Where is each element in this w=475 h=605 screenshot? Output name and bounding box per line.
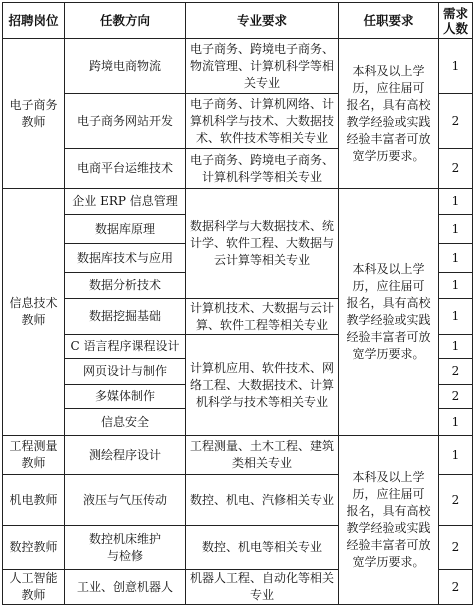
direction-cell: 数据库技术与应用 xyxy=(65,244,186,273)
count-cell: 1 xyxy=(439,335,473,359)
position-cell: 信息技术 教师 xyxy=(3,189,65,436)
recruitment-table xyxy=(2,2,473,605)
count-cell: 2 xyxy=(439,570,473,605)
direction-cell: 数据挖掘基础 xyxy=(65,299,186,335)
major-cell: 数控、机电等相关专业 xyxy=(186,526,339,570)
header-direction: 任教方向 xyxy=(65,3,186,39)
major-cell: 机器人工程、自动化等相关 专业 xyxy=(186,570,339,605)
count-cell: 2 xyxy=(439,526,473,570)
direction-cell: 企业 ERP 信息管理 xyxy=(65,189,186,215)
count-cell: 2 xyxy=(439,94,473,149)
qualification-cell: 本科及以上学 历，应往届可 报名，具有高校 教学经验或实践 经验丰富者可放 宽学历要求。 xyxy=(339,189,439,436)
position-cell: 人工智能 教师 xyxy=(3,570,65,605)
direction-cell: 测绘程序设计 xyxy=(65,436,186,475)
count-cell: 1 xyxy=(439,215,473,244)
position-cell: 机电教师 xyxy=(3,475,65,526)
direction-cell: 工业、创意机器人 xyxy=(65,570,186,605)
table-row xyxy=(3,436,473,475)
qualification-cell: 本科及以上学 历，应往届可 报名，具有高校 教学经验或实践 经验丰富者可放 宽学历要求。 xyxy=(339,39,439,189)
direction-cell: 电子商务网站开发 xyxy=(65,94,186,149)
major-cell: 电子商务、计算机网络、计 算机科学与技术、大数据技 术、软件技术等相关专业 xyxy=(186,94,339,149)
major-cell: 计算机技术、大数据与云计 算、软件工程等相关专业 xyxy=(186,299,339,335)
qualification-cell: 本科及以上学 历，应往届可 报名，具有高校 教学经验或实践 经验丰富者可放 宽学历要求。 xyxy=(339,436,439,605)
count-cell: 1 xyxy=(439,189,473,215)
header-major: 专业要求 xyxy=(186,3,339,39)
direction-cell: 数控机床维护 与检修 xyxy=(65,526,186,570)
count-cell: 2 xyxy=(439,149,473,189)
major-cell: 工程测量、土木工程、建筑 类相关专业 xyxy=(186,436,339,475)
count-cell: 1 xyxy=(439,436,473,475)
header-position: 招聘岗位 xyxy=(3,3,65,39)
direction-cell: 数据分析技术 xyxy=(65,273,186,299)
header-qualification: 任职要求 xyxy=(339,3,439,39)
direction-cell: 信息安全 xyxy=(65,409,186,436)
direction-cell: C 语言程序课程设计 xyxy=(65,335,186,359)
header-row xyxy=(3,3,473,39)
header-count: 需求 人数 xyxy=(439,3,473,39)
direction-cell: 多媒体制作 xyxy=(65,385,186,409)
direction-cell: 数据库原理 xyxy=(65,215,186,244)
direction-cell: 电商平台运维技术 xyxy=(65,149,186,189)
position-cell: 工程测量 教师 xyxy=(3,436,65,475)
direction-cell: 液压与气压传动 xyxy=(65,475,186,526)
count-cell: 1 xyxy=(439,244,473,273)
position-cell: 电子商务 教师 xyxy=(3,39,65,189)
major-cell: 计算机应用、软件技术、网 络工程、大数据技术、计算 机科学与技术等相关专业 xyxy=(186,335,339,436)
major-cell: 数控、机电、汽修相关专业 xyxy=(186,475,339,526)
major-cell: 数据科学与大数据技术、统 计学、软件工程、大数据与 云计算等相关专业 xyxy=(186,189,339,299)
position-cell: 数控教师 xyxy=(3,526,65,570)
count-cell: 1 xyxy=(439,409,473,436)
major-cell: 电子商务、跨境电子商务、 物流管理、计算机科学等相 关专业 xyxy=(186,39,339,94)
count-cell: 1 xyxy=(439,273,473,299)
major-cell: 电子商务、跨境电子商务、 计算机科学等相关专业 xyxy=(186,149,339,189)
direction-cell: 网页设计与制作 xyxy=(65,359,186,385)
count-cell: 2 xyxy=(439,475,473,526)
table-row xyxy=(3,39,473,94)
table-row xyxy=(3,189,473,215)
direction-cell: 跨境电商物流 xyxy=(65,39,186,94)
count-cell: 2 xyxy=(439,359,473,385)
count-cell: 1 xyxy=(439,299,473,335)
count-cell: 1 xyxy=(439,39,473,94)
count-cell: 2 xyxy=(439,385,473,409)
